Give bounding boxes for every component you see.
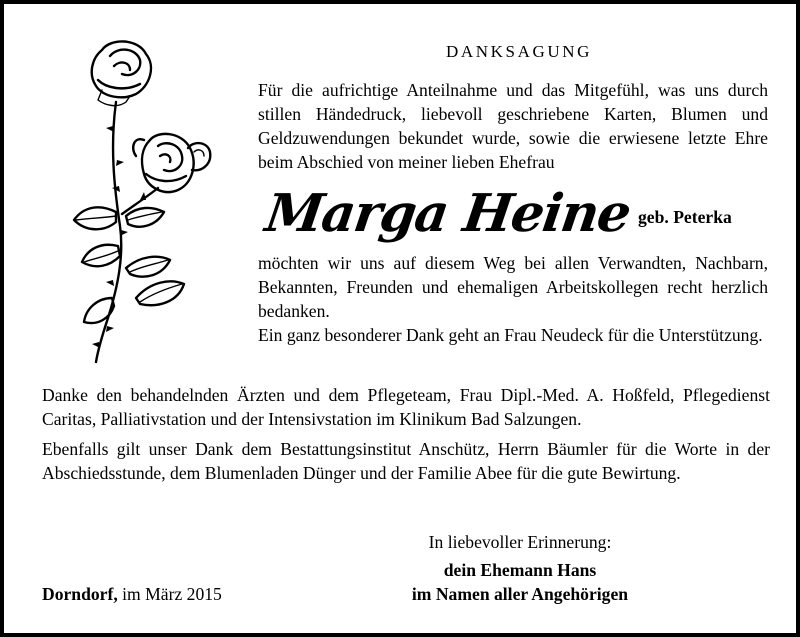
place: Dorndorf,: [42, 584, 118, 604]
rose-icon: [40, 36, 240, 366]
notice-heading: DANKSAGUNG: [446, 42, 592, 61]
signatory-line-1: dein Ehemann Hans: [443, 560, 597, 580]
date: im März 2015: [122, 584, 222, 604]
remembrance-line: In liebevoller Erinnerung:: [428, 532, 612, 552]
thanks-relatives-paragraph: möchten wir uns auf diesem Weg bei allen Verwandten, Nachbarn, Bekannten, Freunden und ehemaligen Arbeitskollegen recht herzlich bedanken.: [258, 253, 768, 321]
maiden-name: geb. Peterka: [638, 207, 732, 227]
place-date: [42, 582, 222, 606]
thanks-care-paragraph: Danke den behandelnden Ärzten und dem Pflegeteam, Frau Dipl.-Med. A. Hoßfeld, Pflegedienst Caritas, Palliativstation und der Intensivstation im Klinikum Bad Salzungen.: [42, 385, 770, 429]
thanks-funeral-paragraph: Ebenfalls gilt unser Dank dem Bestattungsinstitut Anschütz, Herrn Bäumler für die Worte in der Abschiedsstunde, dem Blumenladen Dünger und der Familie Abee für die gute Bewirtung.: [42, 439, 770, 483]
deceased-name-line: [261, 182, 776, 246]
signatory-line-2: im Namen aller Angehörigen: [411, 584, 629, 604]
intro-paragraph: Für die aufrichtige Anteilnahme und das Mitgefühl, was uns durch stillen Händedruck, liebevoll geschriebene Karten, Blumen und Geldzuwendungen bekundet wurde, sowie die erwiesene letzte Ehre beim Abschied von meiner lieben Ehefrau: [258, 80, 768, 172]
signatory: [370, 558, 670, 606]
thanks-special-paragraph: Ein ganz besonderer Dank geht an Frau Neudeck für die Unterstützung.: [258, 325, 763, 345]
deceased-name: Marga Heine: [261, 183, 634, 244]
